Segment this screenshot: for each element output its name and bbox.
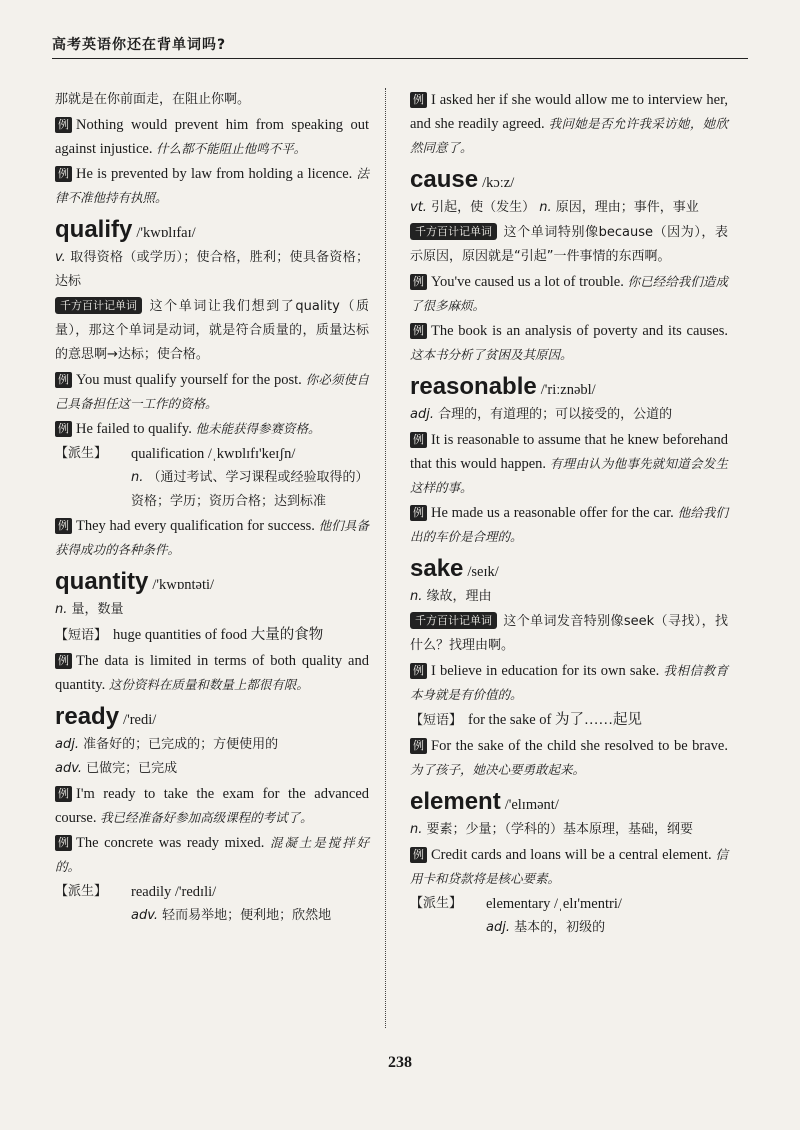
entry-reasonable <box>410 373 728 401</box>
example: 例 I asked her if she would allow me to interview her, and she readily agreed. 我问她是否允许我采访她，她欣然同意了。 <box>410 92 728 155</box>
header-title: 高考英语你还在背单词吗? <box>52 37 227 53</box>
example: 例 He made us a reasonable offer for the car. 他给我们出的车价是合理的。 <box>410 505 728 544</box>
example: 例 You've caused us a lot of trouble. 你已经给我们造成了很多麻烦。 <box>410 274 728 313</box>
definition: adj. 合理的，有道理的；可以接受的，公道的 <box>410 407 673 422</box>
entry-quantity <box>55 568 369 596</box>
derive-label: 【派生】 <box>410 896 463 911</box>
definition: n. 量，数量 <box>55 602 124 617</box>
example-badge: 例 <box>55 835 72 851</box>
example-badge: 例 <box>410 663 427 679</box>
example-badge: 例 <box>55 166 72 182</box>
continued-text: 那就是在你前面走，在阻止你啊。 <box>55 92 251 107</box>
entry-sake <box>410 555 728 583</box>
memo: 千方百计记单词 这个单词让我们想到了quality（质量），那这个单词是动词，就是符合质量的，质量达标的意思啊→达标；使合格。 <box>55 299 369 362</box>
phonetic: /'elɪmənt/ <box>504 797 559 813</box>
phrase: 【短语】 huge quantities of food 大量的食物 <box>55 627 324 643</box>
definition: adj. 准备好的；已完成的；方便使用的 adv. 已做完；已完成 <box>55 737 279 776</box>
example: 例 Credit cards and loans will be a central element. 信用卡和贷款将是核心要素。 <box>410 847 728 886</box>
phonetic: /kɔːz/ <box>482 175 515 191</box>
headword: qualify <box>55 216 133 243</box>
example: 例 I believe in education for its own sake. 我相信教育本身就是有价值的。 <box>410 663 728 702</box>
page-header <box>52 34 748 59</box>
derivative: 【派生】 elementary /ˌelɪ'mentri/ adj. 基本的，初级的 <box>410 892 728 940</box>
headword: reasonable <box>410 373 537 400</box>
column-divider <box>385 88 386 1028</box>
example: 例 For the sake of the child she resolved to be brave. 为了孩子，她决心要勇敢起来。 <box>410 738 728 777</box>
example: 例 I'm ready to take the exam for the advanced course. 我已经准备好参加高级课程的考试了。 <box>55 786 369 826</box>
definition: v. 取得资格（或学历）；使合格，胜利；使具备资格；达标 <box>55 250 369 289</box>
example: 例 Nothing would prevent him from speaking out against injustice. 什么都不能阻止他鸣不平。 <box>55 117 369 157</box>
entry-qualify <box>55 216 369 244</box>
entry-element <box>410 788 728 816</box>
entry-ready <box>55 703 369 731</box>
example-badge: 例 <box>55 786 72 802</box>
example: 例 They had every qualification for success. 他们具备获得成功的各种条件。 <box>55 518 370 557</box>
example: 例 The data is limited in terms of both quality and quantity. 这份资料在质量和数量上都很有限。 <box>55 653 369 693</box>
example-badge: 例 <box>55 518 72 534</box>
derive-label: 【派生】 <box>55 884 108 899</box>
example-badge: 例 <box>410 323 427 339</box>
memo: 千方百计记单词 这个单词特别像because（因为），表示原因，原因就是“引起”一件事情的东西啊。 <box>410 225 728 264</box>
phonetic: /'riːznəbl/ <box>540 382 596 398</box>
example: 例 He failed to qualify. 他未能获得参赛资格。 <box>55 417 369 441</box>
phonetic: /'kwɒlɪfaɪ/ <box>136 225 196 241</box>
memo-badge: 千方百计记单词 <box>55 297 142 314</box>
example-badge: 例 <box>410 274 427 290</box>
example-badge: 例 <box>410 432 427 448</box>
phrase: 【短语】 for the sake of 为了……起见 <box>410 712 642 728</box>
right-column <box>410 88 728 940</box>
phrase-label: 【短语】 <box>55 628 108 643</box>
definition: n. 要素；少量；（学科的）基本原理，基础，纲要 <box>410 822 694 837</box>
example-badge: 例 <box>55 372 72 388</box>
phonetic: /'redi/ <box>123 712 157 728</box>
example-badge: 例 <box>55 421 72 437</box>
derivative: 【派生】 qualification /ˌkwɒlɪfɪ'keɪʃn/ n. （通过考试、学习课程或经验取得的）资格；学历；资历合格；达到标准 <box>55 442 369 514</box>
page-number: 238 <box>388 1054 412 1071</box>
example-badge: 例 <box>410 505 427 521</box>
phonetic: /seɪk/ <box>467 564 499 580</box>
example-badge: 例 <box>410 847 427 863</box>
memo: 千方百计记单词 这个单词发音特别像seek（寻找），找什么？找理由啊。 <box>410 614 728 653</box>
example: 例 You must qualify yourself for the post. 你必须使自己具备担任这一工作的资格。 <box>55 372 369 411</box>
memo-badge: 千方百计记单词 <box>410 612 497 629</box>
example: 例 He is prevented by law from holding a licence. 法律不准他持有执照。 <box>55 166 369 205</box>
headword: cause <box>410 166 479 193</box>
example-badge: 例 <box>410 92 427 108</box>
memo-badge: 千方百计记单词 <box>410 223 497 240</box>
derive-label: 【派生】 <box>55 446 108 461</box>
entry-cause <box>410 166 728 194</box>
headword: ready <box>55 703 120 730</box>
example: 例 It is reasonable to assume that he knew beforehand that this would happen. 有理由认为他事先就知道会发生这样的事。 <box>410 432 728 495</box>
headword: quantity <box>55 568 149 595</box>
left-column <box>55 88 369 928</box>
derivative: 【派生】 readily /'redɪli/ adv. 轻而易举地；便利地；欣然地 <box>55 880 369 928</box>
headword: sake <box>410 555 464 582</box>
phrase-label: 【短语】 <box>410 713 463 728</box>
example-badge: 例 <box>55 117 72 133</box>
example: 例 The book is an analysis of poverty and its causes. 这本书分析了贫困及其原因。 <box>410 323 728 362</box>
definition: vt. 引起，使（发生） n. 原因，理由；事件，事业 <box>410 200 699 215</box>
example: 例 The concrete was ready mixed. 混凝土是搅拌好的。 <box>55 835 369 874</box>
example-badge: 例 <box>410 738 427 754</box>
definition: n. 缘故，理由 <box>410 589 492 604</box>
phonetic: /'kwɒntəti/ <box>152 577 215 593</box>
headword: element <box>410 788 501 815</box>
example-badge: 例 <box>55 653 72 669</box>
